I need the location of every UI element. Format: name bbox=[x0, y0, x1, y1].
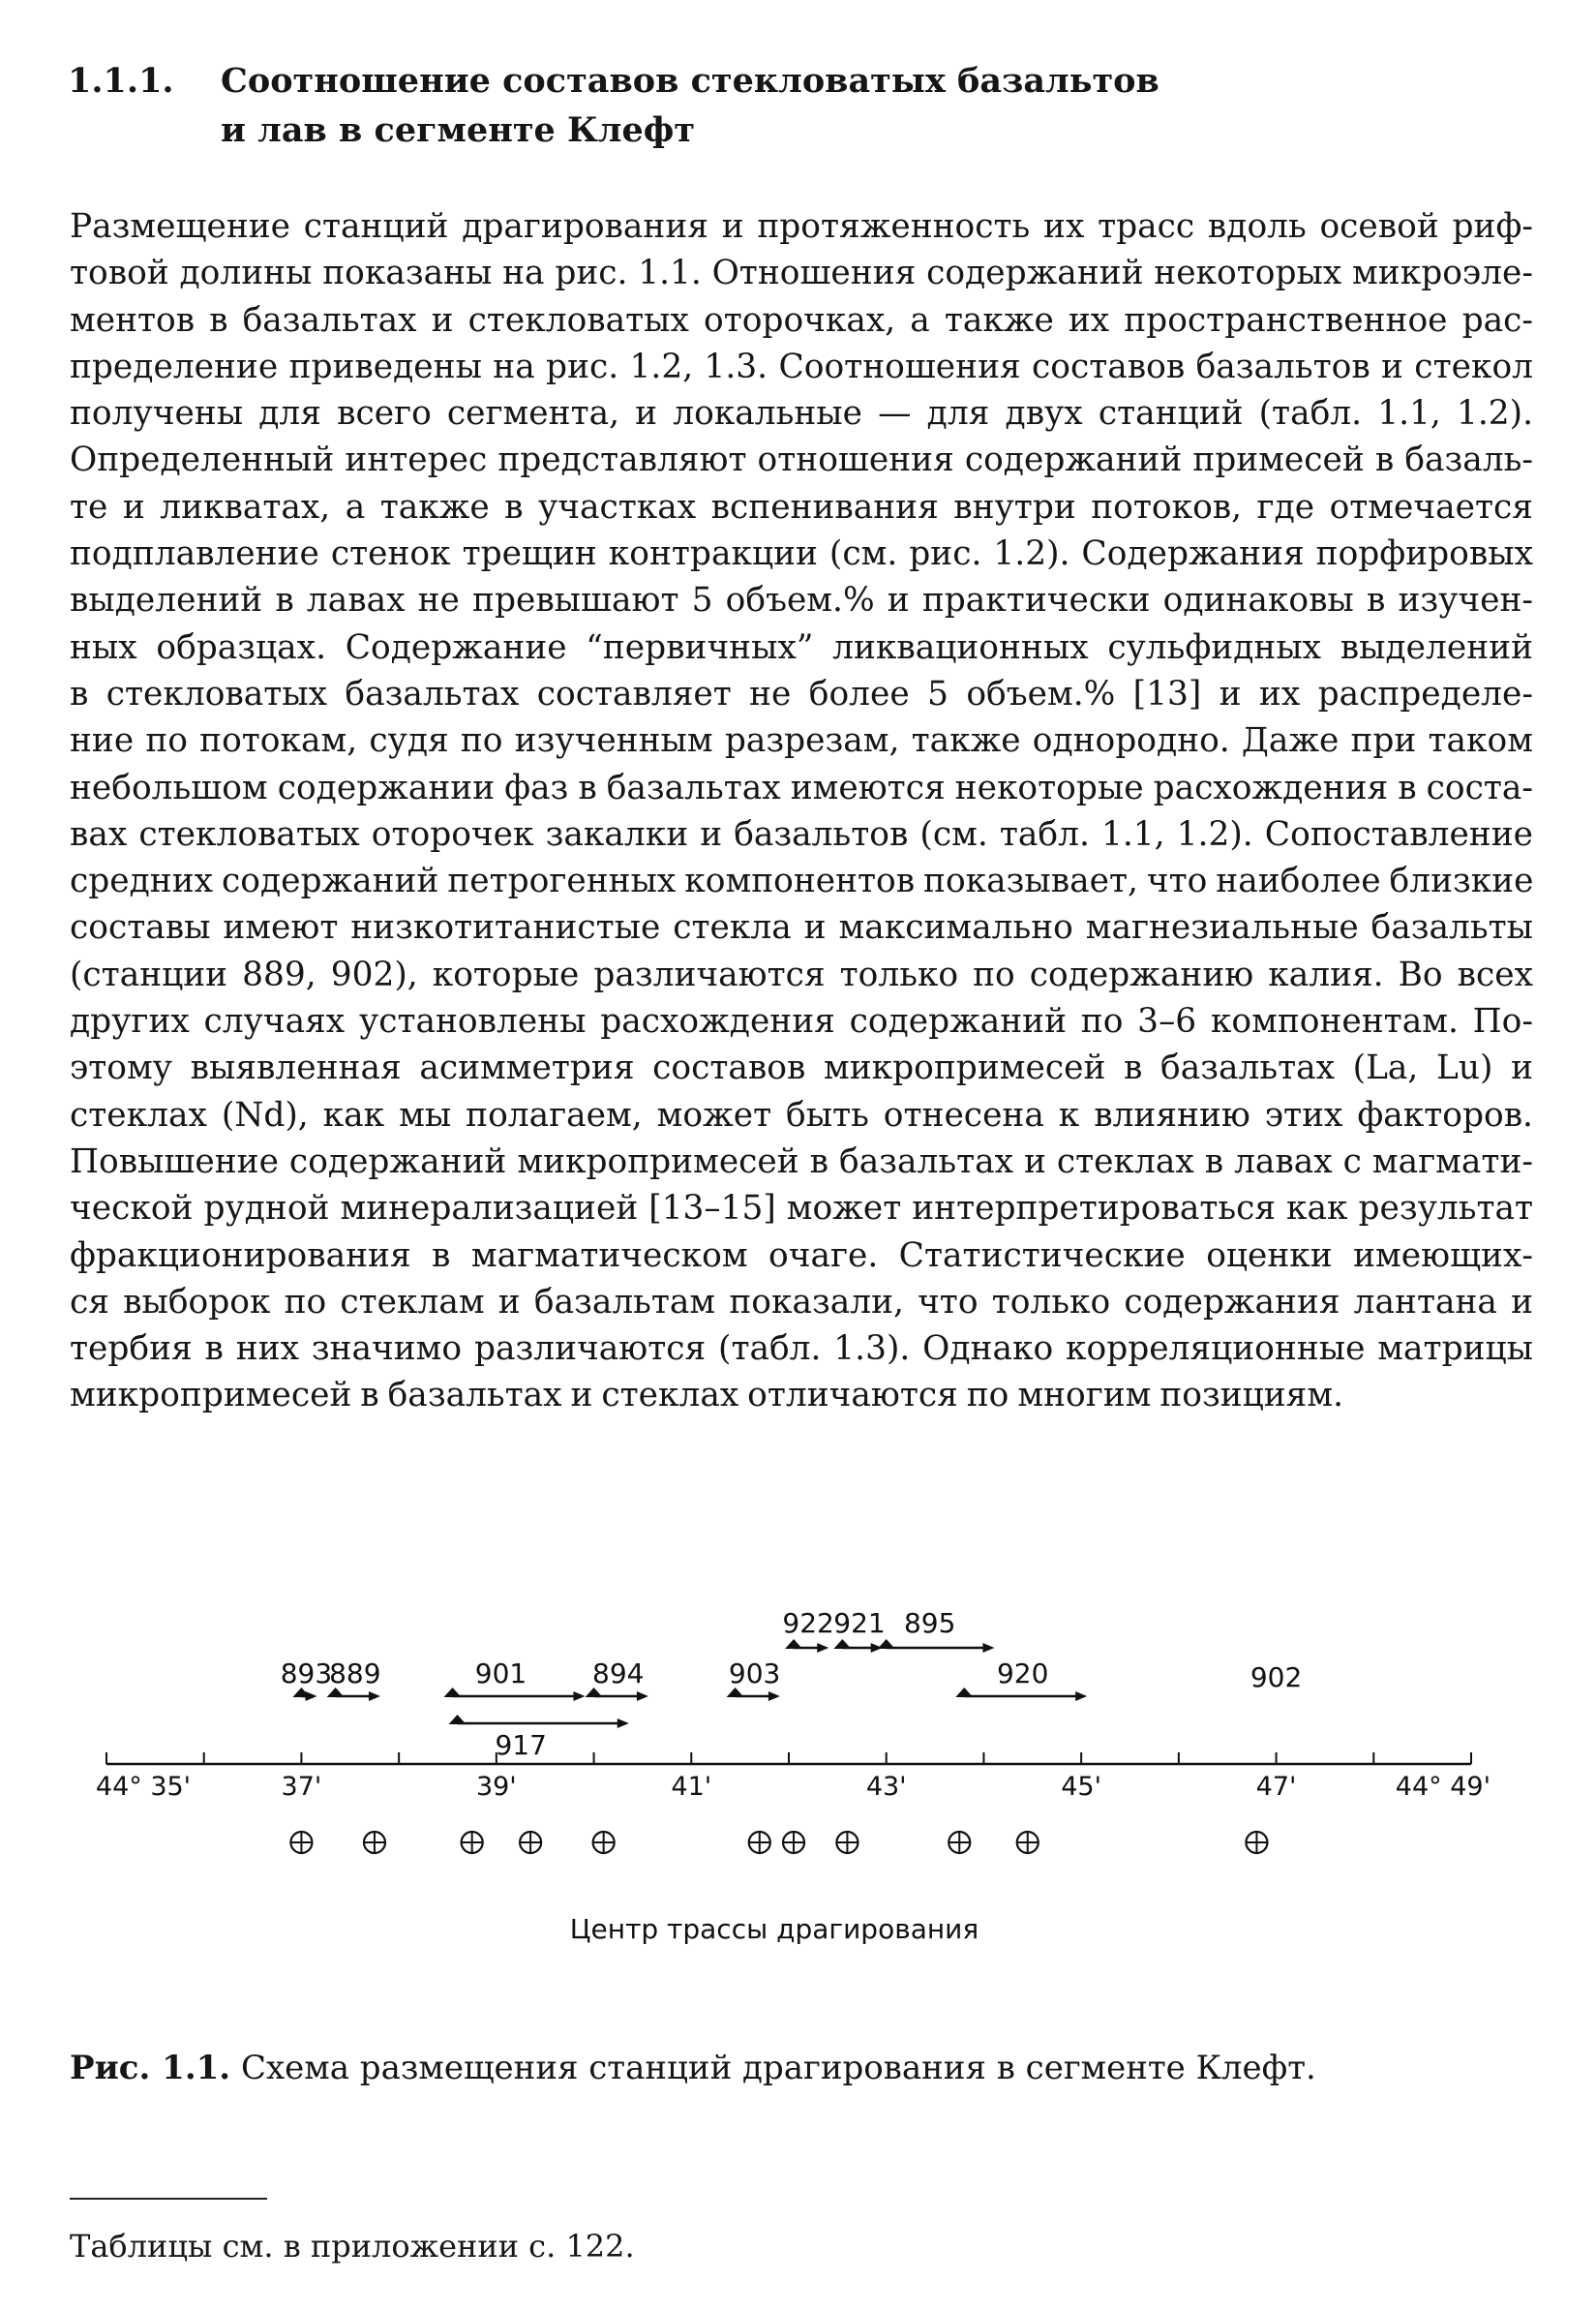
text-line: средних содержаний петрогенных компонентов показывает, что наиболее близкие bbox=[70, 862, 1534, 901]
text-line: подплавление стенок трещин контракции (см. рис. 1.2). Содержания порфировых bbox=[70, 534, 1533, 574]
station-label: 903 bbox=[728, 1657, 781, 1689]
footnote: Таблицы см. в приложении с. 122. bbox=[70, 2228, 635, 2265]
station-arrow bbox=[768, 1691, 780, 1701]
text-line: товой долины показаны на рис. 1.1. Отношения содержаний некоторых микроэле- bbox=[70, 254, 1533, 293]
section-title bbox=[221, 56, 1498, 155]
text-line: вах стекловатых оторочек закалки и базальтов (см. табл. 1.1, 1.2). Сопоставление bbox=[70, 814, 1533, 854]
track-center-symbol bbox=[749, 1832, 770, 1853]
text-line: других случаях установлены расхождения содержаний по 3–6 компонентам. По- bbox=[70, 1002, 1533, 1042]
station-902 bbox=[1250, 1661, 1302, 1693]
text-line: фракционирования в магматическом очаге. Статистические оценки имеющих- bbox=[70, 1235, 1533, 1275]
text-line: этому выявленная асимметрия составов микропримесей в базальтах (La, Lu) и bbox=[70, 1049, 1533, 1088]
station-901 bbox=[444, 1657, 586, 1701]
text-line: ние по потокам, судя по изученным разрезам, также однородно. Даже при таком bbox=[70, 721, 1533, 761]
body-paragraph bbox=[70, 203, 1533, 1419]
figure-caption-label: Рис. 1.1. bbox=[70, 2049, 231, 2087]
station-arrow bbox=[573, 1691, 585, 1701]
station-tracks bbox=[281, 1607, 1303, 1761]
axis-tick-label: 45' bbox=[1061, 1772, 1102, 1802]
station-893 bbox=[281, 1657, 332, 1701]
station-label: 921 bbox=[833, 1607, 886, 1639]
text-line: тербия в них значимо различаются (табл. 1.3). Однако корреляционные матрицы bbox=[70, 1329, 1533, 1369]
station-arrow bbox=[306, 1691, 317, 1701]
text-line: в стекловатых базальтах составляет не более 5 объем.% [13] и их распределе- bbox=[70, 674, 1533, 714]
footnote-rule bbox=[70, 2198, 267, 2200]
station-start-marker bbox=[444, 1688, 462, 1697]
track-center-symbol bbox=[364, 1832, 385, 1853]
station-903 bbox=[727, 1657, 781, 1701]
station-label: 901 bbox=[474, 1657, 527, 1689]
station-start-marker bbox=[955, 1688, 973, 1697]
station-start-marker bbox=[833, 1639, 851, 1649]
text-line: ческой рудной минерализацией [13–15] может интерпретироваться как результат bbox=[70, 1189, 1533, 1229]
station-start-marker bbox=[449, 1715, 467, 1724]
station-894 bbox=[586, 1657, 648, 1701]
axis-tick-label: 44° 49' bbox=[1395, 1772, 1491, 1802]
axis-tick-label: 44° 35' bbox=[95, 1772, 192, 1802]
text-line: пределение приведены на рис. 1.2, 1.3. Соотношения составов базальтов и стекол bbox=[70, 347, 1533, 386]
figure-caption-text: Схема размещения станций драгирования в сегменте Клефт. bbox=[240, 2049, 1316, 2087]
station-start-marker bbox=[878, 1639, 895, 1649]
axis-tick-label: 39' bbox=[475, 1772, 517, 1802]
station-label: 893 bbox=[280, 1657, 333, 1689]
station-arrow bbox=[817, 1643, 828, 1653]
station-label: 894 bbox=[592, 1657, 645, 1689]
track-centers bbox=[290, 1832, 1267, 1853]
text-line: микропримесей в базальтах и стеклах отличаются по многим позициям. bbox=[70, 1376, 1344, 1415]
track-center-symbol bbox=[593, 1832, 615, 1853]
axis-tick-label: 41' bbox=[671, 1772, 712, 1802]
station-label: 920 bbox=[996, 1657, 1049, 1689]
figure-caption bbox=[70, 2047, 1521, 2089]
text-line: ных образцах. Содержание “первичных” ликвационных сульфидных выделений bbox=[70, 627, 1533, 667]
text-line: ся выборок по стеклам и базальтам показали, что только содержания лантана и bbox=[70, 1282, 1533, 1322]
station-label: 902 bbox=[1250, 1661, 1303, 1693]
section-number: 1.1.1. bbox=[68, 61, 174, 101]
text-line: Повышение содержаний микропримесей в базальтах и стеклах в лавах с магмати- bbox=[70, 1141, 1533, 1181]
section-title-line: и лав в сегменте Клефт bbox=[221, 110, 695, 150]
station-label: 889 bbox=[329, 1657, 381, 1689]
station-895 bbox=[878, 1607, 995, 1653]
station-921 bbox=[833, 1607, 885, 1653]
track-center-symbol bbox=[462, 1832, 483, 1853]
figure-station-scheme bbox=[0, 1568, 1596, 1994]
track-center-symbol bbox=[836, 1832, 858, 1853]
station-920 bbox=[955, 1657, 1087, 1701]
station-label: 922 bbox=[782, 1607, 834, 1639]
text-line: Определенный интерес представляют отношения содержаний примесей в базаль- bbox=[70, 441, 1533, 480]
station-arrow bbox=[617, 1718, 629, 1728]
station-arrow bbox=[637, 1691, 648, 1701]
section-title-line: Соотношение составов стекловатых базальтов bbox=[221, 61, 1159, 101]
text-line: составы имеют низкотитанистые стекла и максимально магнезиальные базальты bbox=[70, 908, 1533, 948]
axis-tick-label: 43' bbox=[865, 1772, 907, 1802]
station-arrow bbox=[982, 1643, 994, 1653]
track-center-symbol bbox=[1017, 1832, 1039, 1853]
track-center-symbol bbox=[949, 1832, 970, 1853]
track-center-symbol bbox=[1246, 1832, 1267, 1853]
track-center-symbol bbox=[520, 1832, 541, 1853]
text-line: стеклах (Nd), как мы полагаем, может быть отнесена к влиянию этих факторов. bbox=[70, 1095, 1533, 1135]
station-arrow bbox=[1075, 1691, 1087, 1701]
station-889 bbox=[327, 1657, 381, 1701]
station-label: 895 bbox=[903, 1607, 956, 1639]
station-arrow bbox=[369, 1691, 380, 1701]
text-line: ментов в базальтах и стекловатых оторочках, а также их пространственное рас- bbox=[70, 300, 1533, 340]
text-line: небольшом содержании фаз в базальтах имеются некоторые расхождения в соста- bbox=[70, 768, 1533, 807]
station-start-marker bbox=[785, 1639, 802, 1649]
station-917 bbox=[449, 1715, 629, 1761]
latitude-axis bbox=[96, 1752, 1491, 1802]
track-center-symbol bbox=[290, 1832, 312, 1853]
centers-legend-label: Центр трассы драгирования bbox=[569, 1913, 979, 1945]
text-line: выделений в лавах не превышают 5 объем.% и практически одинаковы в изучен- bbox=[70, 581, 1533, 621]
track-center-symbol bbox=[783, 1832, 804, 1853]
station-922 bbox=[782, 1607, 833, 1653]
text-line: те и ликватах, а также в участках вспенивания внутри потоков, где отмечается bbox=[70, 487, 1533, 527]
text-line: получены для всего сегмента, и локальные — для двух станций (табл. 1.1, 1.2). bbox=[70, 394, 1533, 434]
axis-tick-label: 37' bbox=[281, 1772, 322, 1802]
axis-tick-label: 47' bbox=[1255, 1772, 1297, 1802]
text-line: (станции 889, 902), которые различаются только по содержанию калия. Во всех bbox=[70, 955, 1533, 994]
station-label: 917 bbox=[495, 1729, 547, 1761]
text-line: Размещение станций драгирования и протяженность их трасс вдоль осевой риф- bbox=[70, 207, 1533, 246]
